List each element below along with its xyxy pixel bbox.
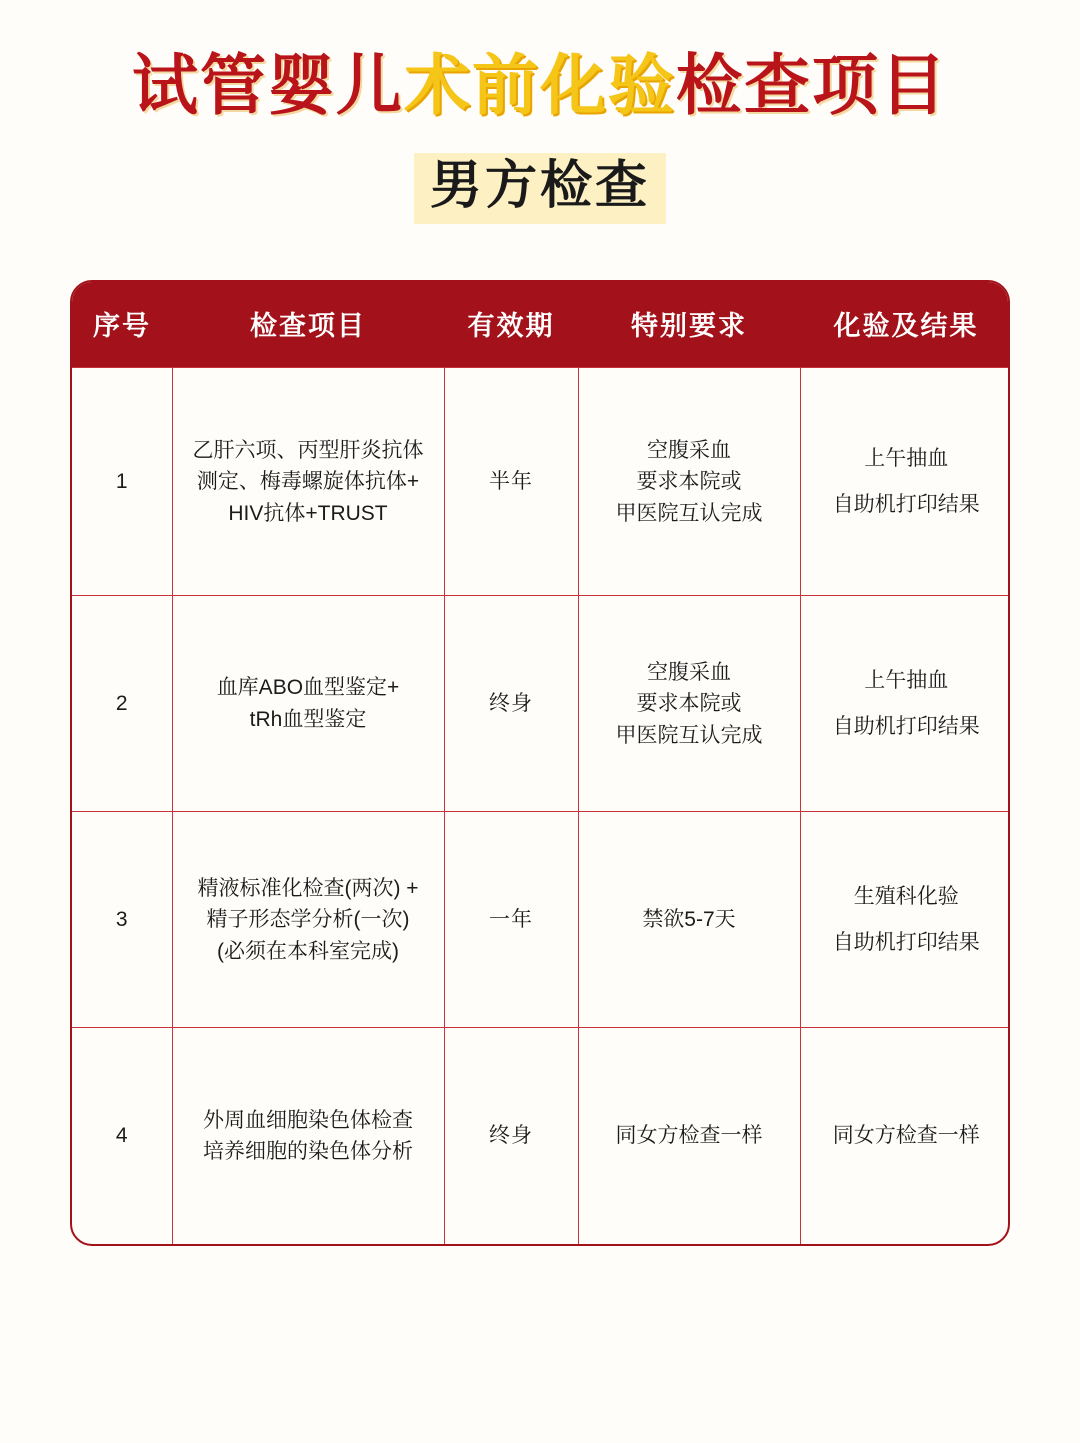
row-requirement xyxy=(578,1028,800,1244)
row-item-line: 精子形态学分析(一次) xyxy=(206,908,410,932)
row-item-line: HIV抗体+TRUST xyxy=(228,501,388,525)
row-validity: 终身 xyxy=(444,596,578,812)
row-requirement-line: 空腹采血 xyxy=(647,438,731,462)
row-result xyxy=(800,812,1010,1028)
row-item xyxy=(172,368,444,596)
row-requirement-line: 禁欲5-7天 xyxy=(642,908,736,932)
table-row xyxy=(72,596,1010,812)
table-row xyxy=(72,368,1010,596)
row-number: 2 xyxy=(72,596,172,812)
column-header-requirement: 特别要求 xyxy=(578,282,800,368)
row-validity: 半年 xyxy=(444,368,578,596)
row-item-line: 精液标准化检查(两次) + xyxy=(197,876,419,900)
row-number: 3 xyxy=(72,812,172,1028)
row-number: 4 xyxy=(72,1028,172,1244)
title-segment-3: 检查项目 xyxy=(676,48,948,122)
row-result-line: 自助机打印结果 xyxy=(832,714,980,738)
row-item xyxy=(172,1028,444,1244)
row-number: 1 xyxy=(72,368,172,596)
row-result-line: 自助机打印结果 xyxy=(832,930,980,954)
column-header-item: 检查项目 xyxy=(172,282,444,368)
row-result xyxy=(800,368,1010,596)
spacer xyxy=(811,475,1003,489)
row-item xyxy=(172,812,444,1028)
table-header-row xyxy=(72,282,1010,368)
table-body xyxy=(72,368,1010,1244)
title-segment-1: 试管婴儿 xyxy=(132,48,404,122)
page-title xyxy=(0,44,1080,127)
row-result-line: 上午抽血 xyxy=(864,447,949,471)
row-item-line: tRh血型鉴定 xyxy=(249,707,367,731)
row-requirement xyxy=(578,368,800,596)
row-result-line: 生殖科化验 xyxy=(853,885,959,909)
row-result-line: 上午抽血 xyxy=(864,669,949,693)
column-header-result: 化验及结果 xyxy=(800,282,1010,368)
row-validity: 一年 xyxy=(444,812,578,1028)
table-row xyxy=(72,1028,1010,1244)
row-item-line: 培养细胞的染色体分析 xyxy=(203,1140,413,1164)
spacer xyxy=(811,697,1003,711)
row-item-line: 外周血细胞染色体检查 xyxy=(203,1108,413,1132)
row-requirement-line: 甲医院互认完成 xyxy=(615,501,763,525)
title-block xyxy=(0,0,1080,224)
row-requirement-line: 要求本院或 xyxy=(636,692,742,716)
subtitle-wrap xyxy=(0,153,1080,225)
row-requirement-line: 甲医院互认完成 xyxy=(615,723,763,747)
row-result xyxy=(800,1028,1010,1244)
row-requirement-line: 空腹采血 xyxy=(647,660,731,684)
row-result-line: 自助机打印结果 xyxy=(832,492,980,516)
column-header-no: 序号 xyxy=(72,282,172,368)
row-requirement xyxy=(578,812,800,1028)
row-requirement xyxy=(578,596,800,812)
spacer xyxy=(811,913,1003,927)
row-item-line: (必须在本科室完成) xyxy=(217,939,399,963)
title-segment-2: 术前化验 xyxy=(404,48,676,122)
row-item-line: 测定、梅毒螺旋体抗体+ xyxy=(196,470,420,494)
column-header-validity: 有效期 xyxy=(444,282,578,368)
table-header xyxy=(72,282,1010,368)
row-result-line: 同女方检查一样 xyxy=(832,1124,980,1148)
row-requirement-line: 同女方检查一样 xyxy=(615,1124,763,1148)
exam-table-container xyxy=(70,280,1010,1246)
row-validity: 终身 xyxy=(444,1028,578,1244)
row-item-line: 乙肝六项、丙型肝炎抗体 xyxy=(192,438,424,462)
table-row xyxy=(72,812,1010,1028)
row-requirement-line: 要求本院或 xyxy=(636,470,742,494)
row-item-line: 血库ABO血型鉴定+ xyxy=(216,676,400,700)
row-result xyxy=(800,596,1010,812)
row-item xyxy=(172,596,444,812)
exam-table xyxy=(72,282,1010,1244)
page-subtitle: 男方检查 xyxy=(414,153,666,225)
